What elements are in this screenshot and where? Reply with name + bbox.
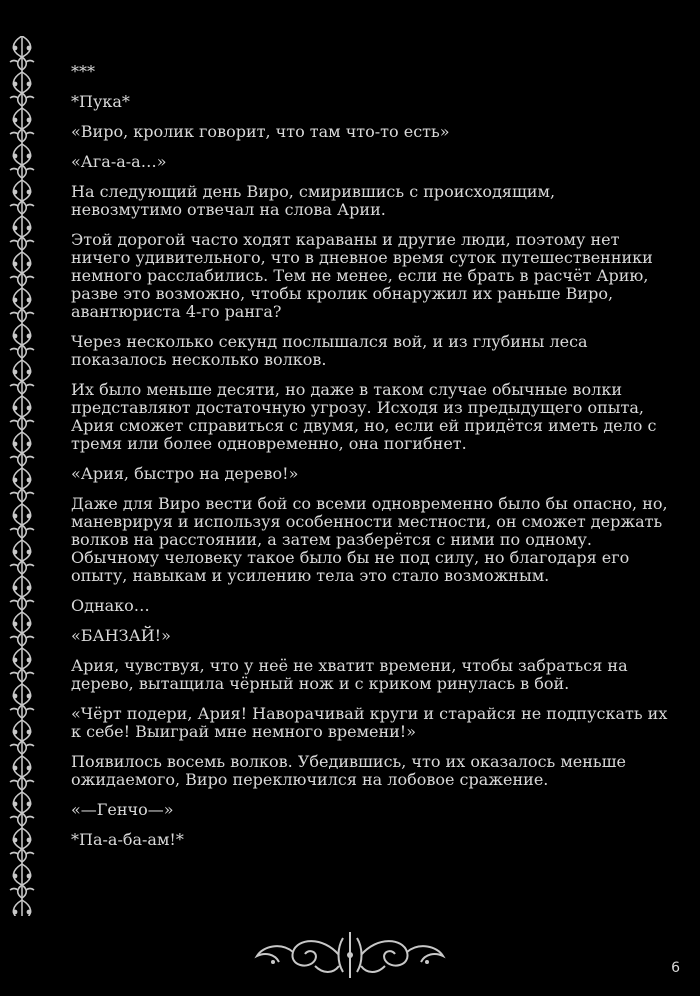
- paragraph: «БАНЗАЙ!»: [71, 626, 171, 645]
- bottom-flourish-ornament: [253, 928, 447, 982]
- paragraph: Их было меньше десяти, но даже в таком случае обычные волки представляют достаточную угрозу. Исходя из предыдущего опыта, Ария сможет справиться с двумя, но, если ей придётся иметь дело с тремя или более одновременно, она погибнет.: [71, 380, 657, 453]
- paragraph: ***: [71, 62, 95, 81]
- paragraph: «Ага-а-а…»: [71, 152, 167, 171]
- paragraph: Через несколько секунд послышался вой, и из глубины леса показалось несколько волков.: [71, 332, 588, 369]
- paragraph: Появилось восемь волков. Убедившись, что их оказалось меньше ожидаемого, Виро переключился на лобовое сражение.: [71, 752, 626, 789]
- page-number: 6: [671, 960, 680, 976]
- paragraph: *Па-а-ба-ам!*: [71, 830, 184, 849]
- paragraph: Ария, чувствуя, что у неё не хватит времени, чтобы забраться на дерево, вытащила чёрный нож и с криком ринулась в бой.: [71, 656, 628, 693]
- paragraph: *Пука*: [71, 92, 130, 111]
- paragraph: «Чёрт подери, Ария! Наворачивай круги и старайся не подпускать их к себе! Выиграй мне немного времени!»: [71, 704, 668, 741]
- paragraph: Этой дорогой часто ходят караваны и другие люди, поэтому нет ничего удивительного, что в дневное время суток путешественники немного расслабились. Тем не менее, если не брать в расчёт Арию, разве это возможно, чтобы кролик обнаружил их раньше Виро, авантюриста 4-го ранга?: [71, 230, 653, 321]
- vertical-ornament-border: [6, 36, 38, 916]
- paragraph: Однако…: [71, 596, 150, 615]
- paragraph: Даже для Виро вести бой со всеми одновременно было бы опасно, но, маневрируя и используя особенности местности, он сможет держать волков на расстоянии, а затем разберётся с ними по одному. Обычному человеку такое было бы не под силу, но благодаря его опыту, навыкам и усилению тела это стало возможным.: [71, 494, 668, 585]
- document-body: [71, 63, 671, 861]
- paragraph: «Ария, быстро на дерево!»: [71, 464, 299, 483]
- paragraph: «—Генчо—»: [71, 800, 174, 819]
- paragraph: На следующий день Виро, смирившись с происходящим, невозмутимо отвечал на слова Арии.: [71, 182, 556, 219]
- paragraph: «Виро, кролик говорит, что там что-то есть»: [71, 122, 450, 141]
